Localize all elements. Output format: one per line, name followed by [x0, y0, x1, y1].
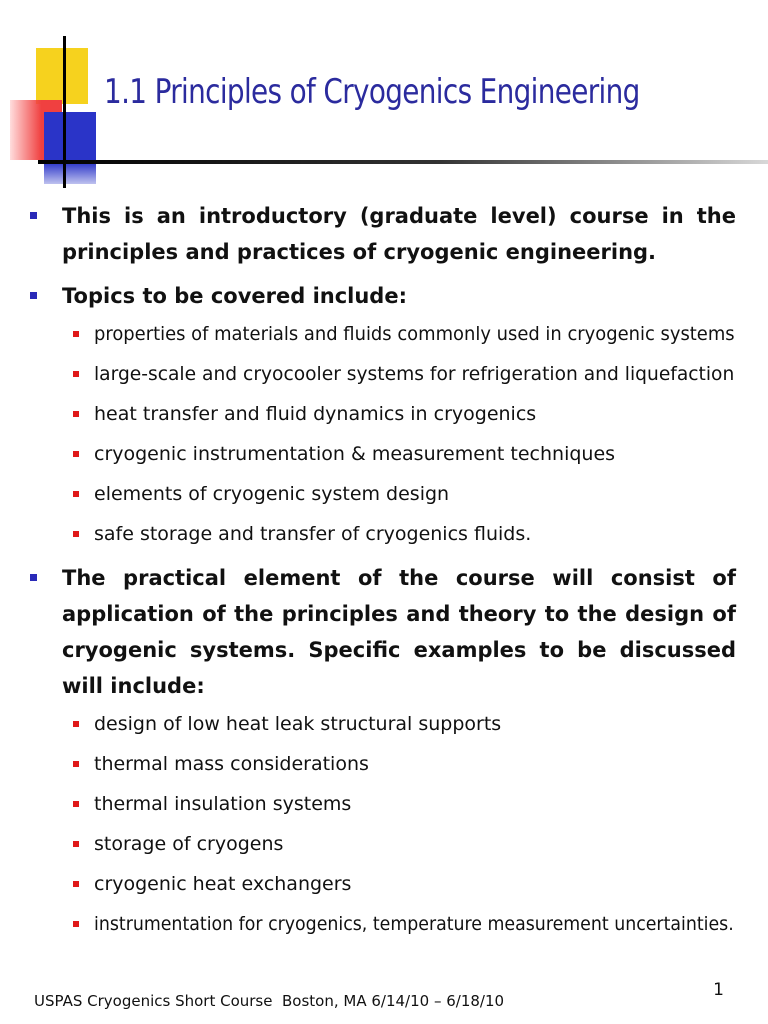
page-number: 1 [713, 980, 724, 1000]
bullet-text: This is an introductory (graduate level) course in the principles and practices of cryogenic engineering. [62, 204, 736, 264]
sub-bullet-text: storage of cryogens [94, 833, 284, 855]
sub-bullet-text: cryogenic heat exchangers [94, 873, 352, 895]
sub-bullet-icon [73, 371, 79, 377]
sub-bullet-icon [73, 841, 79, 847]
sub-bullet-text: design of low heat leak structural supports [94, 713, 502, 735]
sub-bullet-text: safe storage and transfer of cryogenics fluids. [94, 523, 532, 545]
sub-bullet-icon [73, 921, 79, 927]
sub-bullet [30, 784, 736, 824]
sub-bullet [30, 314, 736, 354]
sub-bullet-text: cryogenic instrumentation & measurement techniques [94, 443, 616, 465]
logo-vertical-line [63, 36, 66, 188]
sub-bullet-text: properties of materials and fluids commonly used in cryogenic systems [94, 323, 735, 345]
sub-bullet [30, 434, 736, 474]
sub-bullet [30, 514, 736, 554]
footer-location-dates: Boston, MA 6/14/10 – 6/18/10 [282, 992, 505, 1010]
sub-bullet-icon [73, 331, 79, 337]
sub-bullet-icon [73, 491, 79, 497]
sub-bullet [30, 704, 736, 744]
bullet-topics [30, 278, 736, 314]
sub-bullet-text: thermal mass considerations [94, 753, 369, 775]
sub-bullet-icon [73, 451, 79, 457]
bullet-intro [30, 198, 736, 270]
slide-title: 1.1 Principles of Cryogenics Engineering [104, 72, 640, 112]
sub-bullet-icon [73, 411, 79, 417]
bullet-square-icon [30, 292, 37, 299]
bullet-text: The practical element of the course will consist of application of the principles and theory to the design of cryogenic systems. Specific examples to be discussed will include: [62, 566, 736, 698]
logo-yellow-square [36, 48, 88, 104]
bullet-text: Topics to be covered include: [62, 284, 407, 308]
sub-bullet-text: elements of cryogenic system design [94, 483, 450, 505]
sub-bullet-icon [73, 721, 79, 727]
bullet-square-icon [30, 574, 37, 581]
sub-bullet-text: instrumentation for cryogenics, temperature measurement uncertainties. [94, 913, 734, 935]
sub-bullet [30, 864, 736, 904]
sub-bullet-icon [73, 801, 79, 807]
sub-bullet-icon [73, 881, 79, 887]
bullet-practical [30, 560, 736, 704]
footer-course: USPAS Cryogenics Short Course [34, 992, 273, 1010]
sub-bullet [30, 354, 736, 394]
sub-bullet [30, 904, 736, 944]
sub-bullet-text: thermal insulation systems [94, 793, 352, 815]
sub-bullet [30, 394, 736, 434]
slide-body [30, 198, 736, 944]
logo-blue-square [44, 112, 96, 184]
title-divider [38, 160, 768, 164]
sub-bullet [30, 824, 736, 864]
bullet-square-icon [30, 212, 37, 219]
sub-bullet-text: heat transfer and fluid dynamics in cryogenics [94, 403, 537, 425]
sub-bullet [30, 474, 736, 514]
sub-bullet-icon [73, 531, 79, 537]
sub-bullet-text: large-scale and cryocooler systems for refrigeration and liquefaction [94, 363, 735, 385]
sub-bullet [30, 744, 736, 784]
sub-bullet-icon [73, 761, 79, 767]
